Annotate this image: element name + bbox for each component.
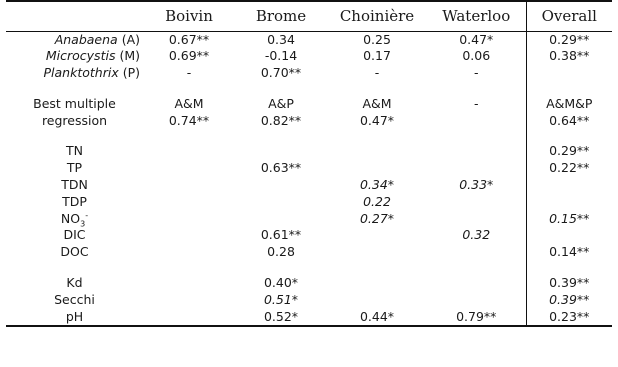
cell bbox=[327, 292, 427, 309]
genus-name: Planktothrix bbox=[43, 65, 119, 81]
cell bbox=[427, 292, 526, 309]
cell: 0.64** bbox=[526, 113, 612, 130]
table-row-best-combo bbox=[6, 96, 612, 113]
cell bbox=[143, 211, 235, 228]
cell: 0.28 bbox=[267, 244, 295, 260]
cell: 0.69** bbox=[168, 48, 210, 64]
correlation-table-wrapper bbox=[6, 0, 612, 327]
row-label-ph: pH bbox=[6, 309, 143, 327]
cell: 0.29** bbox=[526, 143, 612, 160]
cell bbox=[327, 275, 427, 292]
row-label-microcystis bbox=[6, 48, 143, 65]
cell bbox=[526, 65, 612, 82]
col-header-waterloo: Waterloo bbox=[427, 1, 526, 31]
cell: 0.06 bbox=[462, 48, 491, 64]
cell: 0.52* bbox=[235, 309, 327, 327]
correlation-table bbox=[6, 0, 612, 327]
table-row-tp bbox=[6, 160, 612, 177]
cell bbox=[526, 227, 612, 244]
cell bbox=[327, 143, 427, 160]
cell: A&M bbox=[362, 95, 392, 111]
cell: 0.15** bbox=[526, 211, 612, 228]
cell bbox=[143, 275, 235, 292]
row-label-tp: TP bbox=[66, 160, 83, 176]
cell: A&M&P bbox=[526, 96, 612, 113]
row-label-kd: Kd bbox=[66, 275, 83, 291]
cell: 0.29** bbox=[526, 31, 612, 48]
table-row-ph bbox=[6, 309, 612, 327]
cell: -0.14 bbox=[264, 48, 298, 64]
cell bbox=[143, 309, 235, 327]
table-row-tdn bbox=[6, 177, 612, 194]
cell: 0.63** bbox=[260, 160, 302, 176]
cell: 0.61** bbox=[260, 227, 302, 243]
cell: A&P bbox=[268, 95, 294, 111]
table-row-planktothrix bbox=[6, 65, 612, 82]
cell: - bbox=[473, 95, 479, 111]
cell: 0.17 bbox=[363, 48, 391, 64]
cell: 0.25 bbox=[363, 31, 391, 47]
genus-abbr: (M) bbox=[119, 48, 140, 64]
no3-superscript: - bbox=[85, 210, 89, 220]
cell bbox=[427, 211, 526, 228]
cell bbox=[427, 143, 526, 160]
cell bbox=[526, 194, 612, 211]
table-row-tn bbox=[6, 143, 612, 160]
spacer-row bbox=[6, 82, 612, 96]
cell bbox=[143, 177, 235, 194]
cell: - bbox=[473, 65, 479, 81]
cell bbox=[427, 275, 526, 292]
cell: - bbox=[186, 65, 192, 81]
cell: 0.44* bbox=[327, 309, 427, 327]
cell bbox=[526, 177, 612, 194]
cell: 0.32 bbox=[462, 227, 491, 243]
cell bbox=[143, 227, 235, 244]
cell bbox=[427, 194, 526, 211]
row-label-no3 bbox=[6, 211, 143, 228]
cell: 0.47* bbox=[459, 31, 494, 47]
cell: 0.22** bbox=[526, 160, 612, 177]
cell: 0.47* bbox=[359, 112, 395, 128]
no3-label-base: NO bbox=[60, 210, 81, 226]
row-label-best-multiple: Best multiple bbox=[33, 95, 116, 111]
cell: 0.34* bbox=[359, 177, 395, 193]
table-row-secchi bbox=[6, 292, 612, 309]
col-header-boivin: Boivin bbox=[143, 1, 235, 31]
table-row-doc bbox=[6, 244, 612, 261]
row-label-secchi: Secchi bbox=[54, 291, 95, 307]
cell: 0.39** bbox=[526, 292, 612, 309]
table-row-best-values bbox=[6, 113, 612, 130]
cell: 0.70** bbox=[260, 65, 302, 81]
cell: 0.34 bbox=[267, 31, 295, 47]
table-row-microcystis bbox=[6, 48, 612, 65]
cell: 0.40* bbox=[263, 275, 299, 291]
cell bbox=[235, 143, 327, 160]
cell: 0.33* bbox=[459, 177, 494, 193]
cell bbox=[327, 244, 427, 261]
cell bbox=[143, 160, 235, 177]
cell bbox=[143, 194, 235, 211]
cell bbox=[235, 211, 327, 228]
row-label-tn: TN bbox=[66, 143, 83, 159]
genus-name: Anabaena bbox=[54, 31, 118, 47]
col-header-brome: Brome bbox=[235, 1, 327, 31]
col-header-choiniere: Choinière bbox=[327, 1, 427, 31]
cell: 0.22 bbox=[363, 193, 391, 209]
row-label-tdp: TDP bbox=[62, 193, 87, 209]
cell bbox=[327, 160, 427, 177]
cell bbox=[427, 113, 526, 130]
row-label-tdn: TDN bbox=[61, 177, 88, 193]
table-row-anabaena bbox=[6, 31, 612, 48]
spacer-row bbox=[6, 129, 612, 143]
row-label-planktothrix bbox=[6, 65, 143, 82]
row-label-anabaena bbox=[6, 31, 143, 48]
cell bbox=[143, 143, 235, 160]
header-row bbox=[6, 1, 612, 31]
row-label-regression: regression bbox=[41, 112, 108, 128]
cell bbox=[143, 244, 235, 261]
table-row-tdp bbox=[6, 194, 612, 211]
header-blank bbox=[6, 1, 143, 31]
cell: A&M bbox=[174, 95, 204, 111]
table-row-dic bbox=[6, 227, 612, 244]
cell: - bbox=[374, 65, 380, 81]
cell: 0.38** bbox=[526, 48, 612, 65]
cell bbox=[235, 194, 327, 211]
cell: 0.14** bbox=[526, 244, 612, 261]
cell: 0.39** bbox=[526, 275, 612, 292]
cell bbox=[427, 160, 526, 177]
cell: 0.74** bbox=[168, 112, 210, 128]
table-row-kd bbox=[6, 275, 612, 292]
genus-abbr: (A) bbox=[121, 31, 140, 47]
col-header-overall: Overall bbox=[526, 1, 612, 31]
genus-abbr: (P) bbox=[122, 65, 140, 81]
cell: 0.67** bbox=[168, 31, 210, 47]
genus-name: Microcystis bbox=[45, 48, 116, 64]
row-label-dic: DIC bbox=[63, 227, 86, 243]
cell: 0.82** bbox=[260, 112, 302, 128]
no3-subscript: 3 bbox=[80, 219, 86, 229]
cell: 0.51* bbox=[263, 291, 299, 307]
cell bbox=[235, 177, 327, 194]
row-label-doc: DOC bbox=[60, 244, 89, 260]
cell: 0.79** bbox=[427, 309, 526, 327]
cell: 0.23** bbox=[526, 309, 612, 327]
cell bbox=[427, 244, 526, 261]
table-row-no3 bbox=[6, 211, 612, 228]
spacer-row bbox=[6, 261, 612, 275]
cell bbox=[143, 292, 235, 309]
cell: 0.27* bbox=[359, 210, 395, 226]
cell bbox=[327, 227, 427, 244]
